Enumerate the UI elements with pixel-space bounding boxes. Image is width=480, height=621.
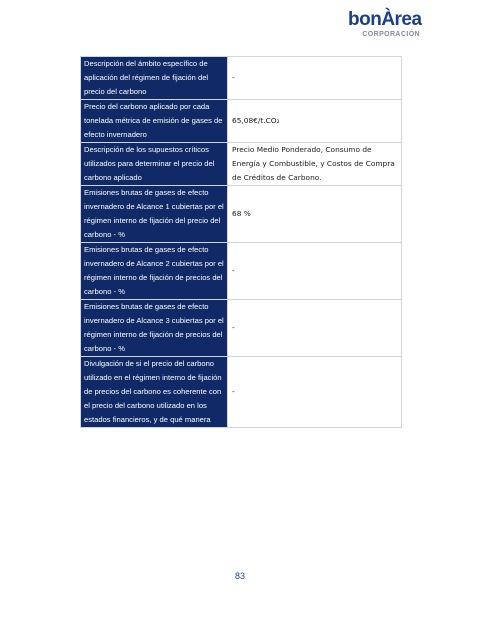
company-logo xyxy=(348,10,426,40)
row-label: Precio del carbono aplicado por cada tonelada métrica de emisión de gases de efecto invernadero xyxy=(81,100,228,143)
row-label: Descripción de los supuestos críticos utilizados para determinar el precio del carbono aplicado xyxy=(81,143,228,186)
table-row xyxy=(81,143,402,186)
row-value: - xyxy=(228,243,402,300)
row-label: Emisiones brutas de gases de efecto invernadero de Alcance 1 cubiertas por el régimen interno de fijación del precio del carbono - % xyxy=(81,186,228,243)
row-value: Precio Medio Ponderado, Consumo de Energía y Combustible, y Costos de Compra de Créditos de Carbono. xyxy=(228,143,402,186)
row-value: 68 % xyxy=(228,186,402,243)
table-row xyxy=(81,57,402,100)
table-row xyxy=(81,100,402,143)
row-label: Divulgación de si el precio del carbono utilizado en el régimen interno de fijación de precios del carbono es coherente con el precio del carbono utilizado en los estados financieros, y de qué manera xyxy=(81,357,228,428)
page-number: 83 xyxy=(234,571,245,581)
row-label: Emisiones brutas de gases de efecto invernadero de Alcance 2 cubiertas por el régimen interno de fijación de precios del carbono - % xyxy=(81,243,228,300)
logo-subtitle: CORPORACIÓN xyxy=(362,31,420,38)
table-row xyxy=(81,243,402,300)
table-row xyxy=(81,357,402,428)
row-value: - xyxy=(228,57,402,100)
logo-wordmark: bonÀrea xyxy=(348,9,422,30)
row-label: Descripción del ámbito específico de aplicación del régimen de fijación del precio del carbono xyxy=(81,57,228,100)
table-row xyxy=(81,186,402,243)
row-value: - xyxy=(228,357,402,428)
row-value: - xyxy=(228,300,402,357)
carbon-pricing-table xyxy=(80,56,402,428)
row-label: Emisiones brutas de gases de efecto invernadero de Alcance 3 cubiertas por el régimen interno de fijación de precios del carbono - % xyxy=(81,300,228,357)
table-row xyxy=(81,300,402,357)
row-value: 65,08€/t.CO₂ xyxy=(228,100,402,143)
